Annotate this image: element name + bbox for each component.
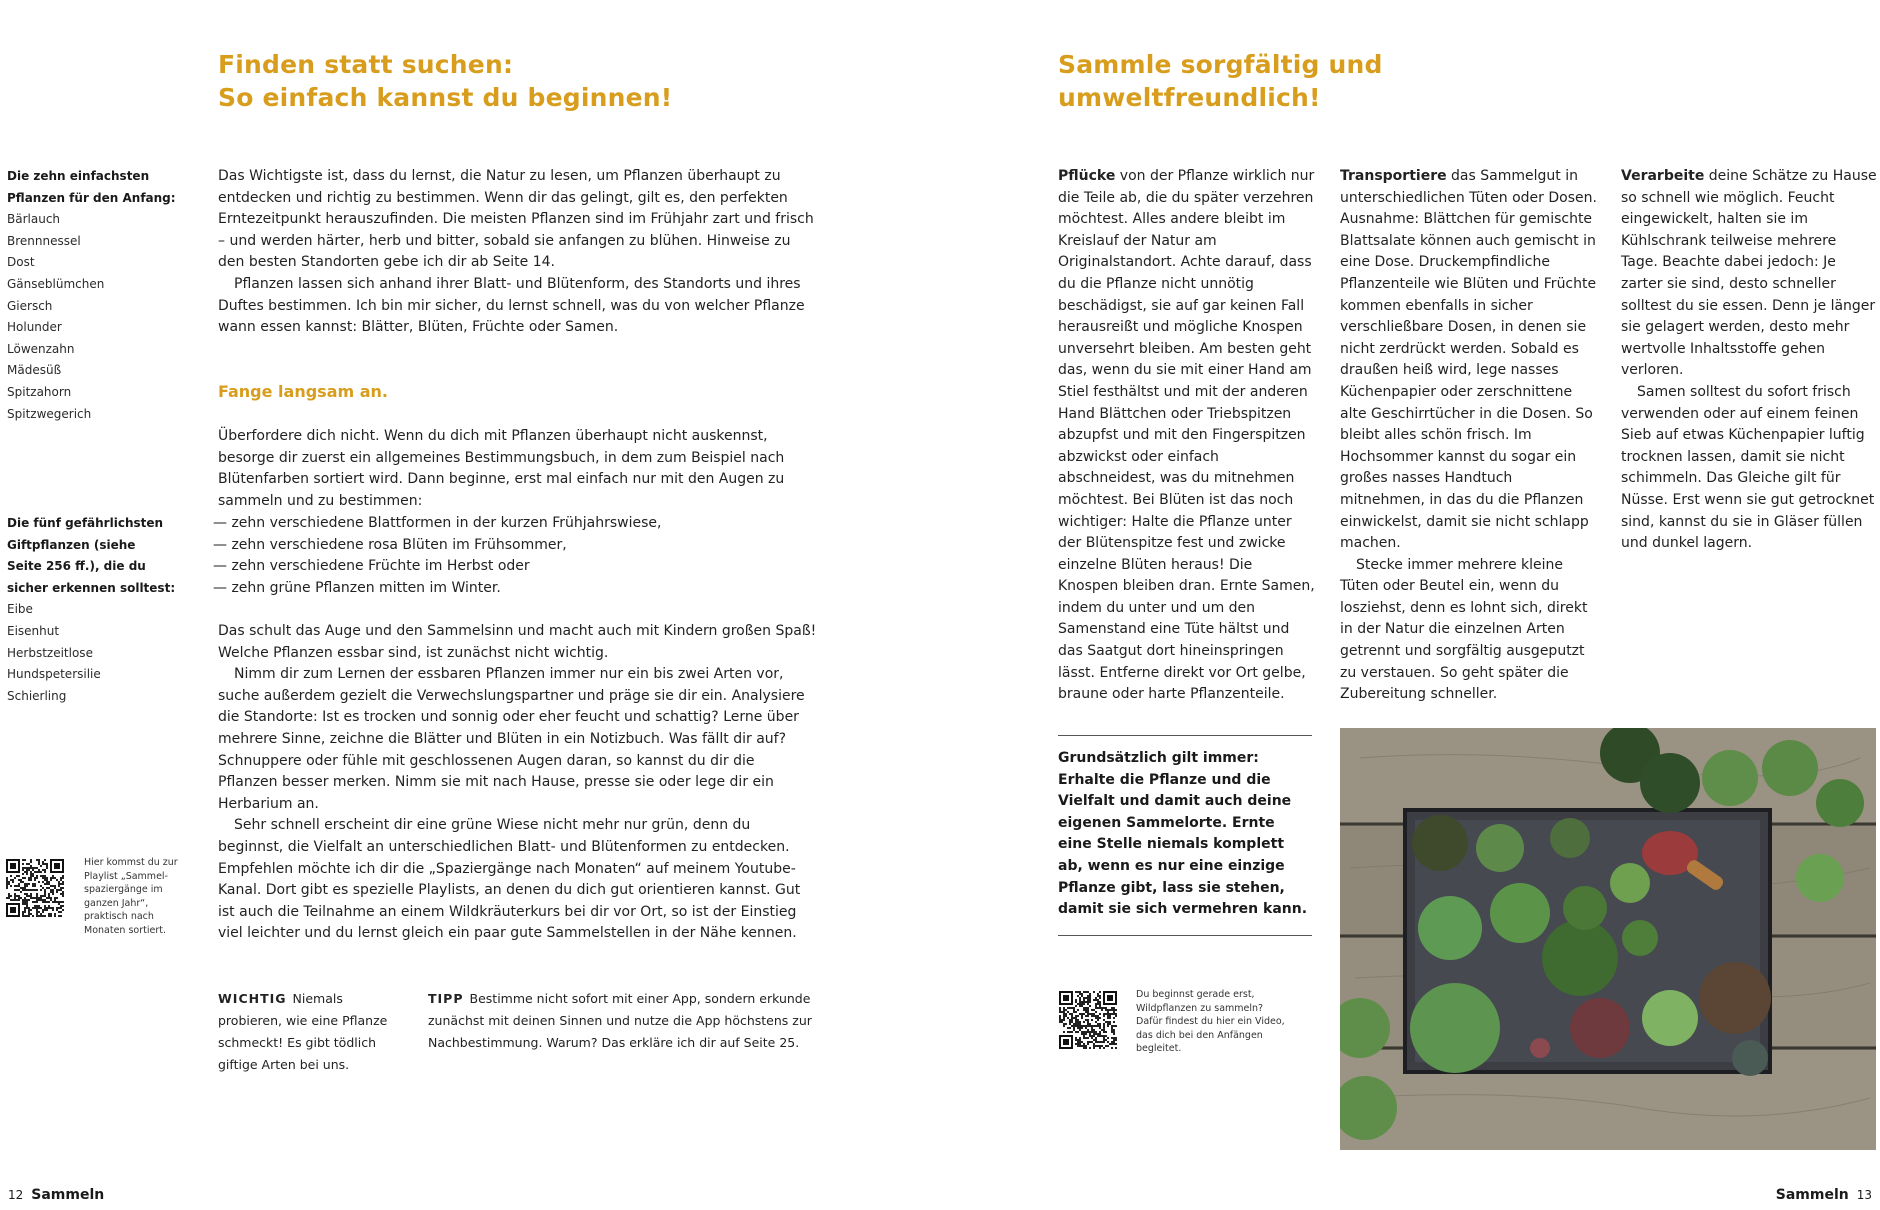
- tipp-note: [428, 988, 828, 1054]
- left-page-number: 12: [8, 1188, 24, 1202]
- easy-plant-item: Holunder: [7, 320, 62, 335]
- dash-list-item: — zehn verschiedene rosa Blüten im Frühsommer,: [213, 535, 813, 557]
- subsection-body: [218, 621, 818, 945]
- right-section-name: Sammeln: [1775, 1187, 1849, 1203]
- poison-plant-item: Hundspetersilie: [7, 667, 101, 682]
- principle-box: [1058, 735, 1312, 936]
- easy-plants-list: [7, 209, 207, 425]
- subheading-fange-langsam-an: Fange langsam an.: [218, 382, 389, 401]
- left-section-name: Sammeln: [31, 1187, 105, 1203]
- principle-box-text: Erhalte die Pflanze und die Vielfalt und damit auch deine eigenen Sammelorte. Ernte eine Stelle niemals komplett ab, wenn es nur eine einzige Pflanze gibt, lass sie stehen, damit sie sich vermehren kann.: [1058, 771, 1308, 918]
- easy-plant-item: Gänseblümchen: [7, 276, 105, 291]
- dash-list-container: [213, 513, 813, 599]
- poison-plant-item: Herbstzeitlose: [7, 645, 93, 660]
- tipp-text: Bestimme nicht sofort mit einer App, sondern erkunde zunächst mit deinen Sinnen und nutze die App höchstens zur Nachbestimmung. Warum? Das erkläre ich dir auf Seite 25.: [428, 991, 812, 1050]
- easy-plant-item: Bärlauch: [7, 212, 61, 227]
- tipp-label: TIPP: [428, 991, 464, 1006]
- right-title-line2: umweltfreundlich!: [1058, 83, 1321, 112]
- col3-text: deine Schätze zu Hause so schnell wie möglich. Feucht eingewickelt, halten sie im Kühlschrank teilweise mehrere Tage. Beachte dabei jedoch: Je zarter sie sind, desto schneller solltest du sie essen. Denn je länger sie gelagert werden, desto mehr wertvolle Inhaltsstoffe gehen verloren.: [1621, 168, 1877, 379]
- poison-plant-item: Schierling: [7, 688, 67, 703]
- easy-plant-item: Giersch: [7, 298, 53, 313]
- column-verarbeite: [1621, 166, 1877, 555]
- qr-code-playlist[interactable]: [6, 859, 64, 917]
- poison-plant-item: Eisenhut: [7, 623, 60, 638]
- photo-illustration: [1340, 728, 1876, 1150]
- left-intro-text: [218, 166, 818, 339]
- dash-list-item: — zehn grüne Pflanzen mitten im Winter.: [213, 578, 813, 600]
- col1-bold: Pflücke: [1058, 168, 1116, 184]
- col3-bold: Verarbeite: [1621, 168, 1705, 184]
- dash-list-item: — zehn verschiedene Blattformen in der kurzen Frühjahrswiese,: [213, 513, 813, 535]
- right-footer: [1776, 1186, 1880, 1204]
- sidebar-poison-heading-4: sicher erkennen solltest:: [7, 580, 176, 595]
- sub-paragraph-1: Überfordere dich nicht. Wenn du dich mit Pflanzen überhaupt nicht auskennst, besorge dir zuerst ein allgemeines Bestimmungsbuch, in dem zum Beispiel nach Blütenfarben sortiert wird. Dann beginne, erst mal einfach nur mit den Augen zu sammeln und zu bestimmen:: [218, 428, 785, 509]
- qr-code-icon: [1059, 991, 1117, 1049]
- right-page-title: [1058, 48, 1383, 114]
- principle-box-heading: Grundsätzlich gilt immer:: [1058, 750, 1259, 766]
- intro-paragraph-1: Das Wichtigste ist, dass du lernst, die Natur zu lesen, um Pflanzen überhaupt zu entdecken und richtig zu bestimmen. Wenn dir das gelingt, gilt es, den perfekten Erntezeitpunkt herauszufinden. Die meisten Pflanzen sind im Frühjahr zart und frisch – und werden härter, herb und bitter, sobald sie anfangen zu blühen. Hinweise zu den besten Standorten gebe ich dir ab Seite 14.: [218, 168, 814, 271]
- left-title-line1: Finden statt suchen:: [218, 50, 514, 79]
- sidebar-poison-heading-2: Giftpflanzen (siehe: [7, 537, 136, 552]
- sidebar-easy-plants: [7, 166, 207, 425]
- qr-caption-video: Du beginnst gerade erst, Wildpflanzen zu sammeln? Dafür findest du hier ein Video, das dich bei den Anfängen begleitet.: [1136, 989, 1285, 1054]
- easy-plant-item: Mädesüß: [7, 363, 62, 378]
- sidebar-easy-heading-1: Die zehn einfachsten: [7, 169, 150, 183]
- right-title-line1: Sammle sorgfältig und: [1058, 50, 1383, 79]
- qr-code-video[interactable]: [1059, 991, 1117, 1049]
- column-pfluecke: [1058, 166, 1316, 706]
- sub-paragraph-3: Nimm dir zum Lernen der essbaren Pflanzen immer nur ein bis zwei Arten vor, suche außerdem gezielt die Verwechslungspartner und präge sie dir ein. Analysiere die Standorte: Ist es trocken und sonnig oder eher feucht und schattig? Lerne über mehrere Sinne, zeichne die Blätter und Blüten in ein Notizbuch. Was fällt dir auf? Schnuppere oder fühle mit geschlossenen Augen daran, so kannst du dir die Pflanzen besser merken. Nimm sie mit nach Hause, presse sie oder lege dir ein Herbarium an.: [218, 666, 805, 812]
- sidebar-poison-plants: [7, 513, 207, 707]
- easy-plant-item: Spitzahorn: [7, 384, 72, 399]
- qr-caption-playlist: Hier kommst du zur Playlist „Sammel-spaziergänge im ganzen Jahr“, praktisch nach Monaten sortiert.: [84, 857, 178, 936]
- sub-paragraph-2: Das schult das Auge und den Sammelsinn und macht auch mit Kindern großen Spaß! Welche Pflanzen essbar sind, ist zunächst nicht wichtig.: [218, 623, 817, 661]
- col2-bold: Transportiere: [1340, 168, 1447, 184]
- intro-paragraph-2: Pflanzen lassen sich anhand ihrer Blatt- und Blütenform, des Standorts und ihres Duftes bestimmen. Ich bin mir sicher, du lernst schnell, was du von welcher Pflanze wann essen kannst: Blätter, Blüten, Früchte oder Samen.: [218, 275, 805, 336]
- left-page-title: [218, 48, 672, 114]
- sub-paragraph-4: Sehr schnell erscheint dir eine grüne Wiese nicht mehr nur grün, denn du beginnst, die Vielfalt an unterschiedlichen Blatt- und Blütenformen zu entdecken. Empfehlen möchte ich dir die „Spaziergänge nach Monaten“ auf meinem Youtube-Kanal. Dort gibt es spezielle Playlists, an denen du dich gut orientieren kannst. Gut ist auch die Teilnahme an einem Wildkräuterkurs bei dir vor Ort, so ist der Einstieg viel leichter und du lernst gleich ein paar gute Sammelstellen in der Nähe kennen.: [218, 817, 801, 942]
- easy-plant-item: Löwenzahn: [7, 341, 75, 356]
- wichtig-note: [218, 988, 408, 1076]
- column-transportiere: [1340, 166, 1598, 706]
- qr-code-icon: [6, 859, 64, 917]
- right-page-number: 13: [1856, 1188, 1872, 1202]
- wichtig-label: WICHTIG: [218, 991, 287, 1006]
- left-title-line2: So einfach kannst du beginnen!: [218, 83, 673, 112]
- dash-list-item: — zehn verschiedene Früchte im Herbst oder: [213, 556, 813, 578]
- poison-plants-list: [7, 599, 207, 707]
- easy-plant-item: Spitzwegerich: [7, 406, 92, 421]
- col3-paragraph-2: Samen solltest du sofort frisch verwenden oder auf einem feinen Sieb auf etwas Küchenpapier luftig trocknen lassen, damit sie nicht schimmeln. Das Gleiche gilt für Nüsse. Erst wenn sie gut getrocknet sind, kannst du sie in Gläser füllen und dunkel lagern.: [1621, 383, 1875, 552]
- col2-paragraph-2: Stecke immer mehrere kleine Tüten oder Beutel ein, wenn du losziehst, denn es lohnt sich, direkt in der Natur die einzelnen Arten getrennt und sorgfältig ausgeputzt zu verstauen. So geht später die Zubereitung schneller.: [1340, 556, 1588, 703]
- plants-on-tray-photo: [1340, 728, 1876, 1150]
- sidebar-easy-heading-2: Pflanzen für den Anfang:: [7, 190, 176, 205]
- subsection-intro: [218, 426, 818, 512]
- sidebar-poison-heading-1: Die fünf gefährlichsten: [7, 516, 164, 530]
- sidebar-poison-heading-3: Seite 256 ff.), die du: [7, 559, 146, 574]
- easy-plant-item: Brennnessel: [7, 233, 81, 248]
- poison-plant-item: Eibe: [7, 602, 33, 617]
- easy-plant-item: Dost: [7, 255, 35, 270]
- col1-text: von der Pflanze wirklich nur die Teile ab, die du später verzehren möchtest. Alles andere bleibt im Kreislauf der Natur am Originalstandort. Achte darauf, dass du die Pflanze nicht unnötig beschädigst, sie auf gar keinen Fall herausreißt und mögliche Knospen unversehrt bleiben. Am besten geht das, wenn du sie mit einer Hand am Stiel festhältst und mit der anderen Hand Blättchen oder Triebspitzen abzupfst und mit den Fingerspitzen abzwickst oder einfach abschneidest, was du mitnehmen möchtest. Bei Blüten ist das noch wichtiger: Halte die Pflanze unter der Blütenspitze fest und zwicke einzelne Blüten heraus! Die Knospen bleiben dran. Ernte Samen, indem du unter und um den Samenstand eine Tüte hältst und das Saatgut dort hineinspringen lässt. Entferne direkt vor Ort gelbe, braune oder harte Pflanzenteile.: [1058, 168, 1315, 703]
- col2-text: das Sammelgut in unterschiedlichen Tüten oder Dosen. Ausnahme: Blättchen für gemischte Blattsalate können auch gemischt in eine Dose. Druckempfindliche Pflanzenteile wie Blüten und Früchte kommen ebenfalls in sicher verschließbare Dosen, in denen sie nicht zerdrückt werden. Sobald es draußen heiß wird, lege nasses Küchenpapier oder zerschnittene alte Geschirrtücher in die Dosen. So bleibt alles schön frisch. Im Hochsommer kannst du sogar ein großes nasses Handtuch mitnehmen, in das du die Pflanzen einwickelst, damit sie nicht schlapp machen.: [1340, 168, 1597, 552]
- left-footer: [0, 1186, 104, 1204]
- wichtig-text: Niemals probieren, wie eine Pflanze schmeckt! Es gibt tödlich giftige Arten bei uns.: [218, 991, 388, 1072]
- dash-list: [213, 513, 813, 599]
